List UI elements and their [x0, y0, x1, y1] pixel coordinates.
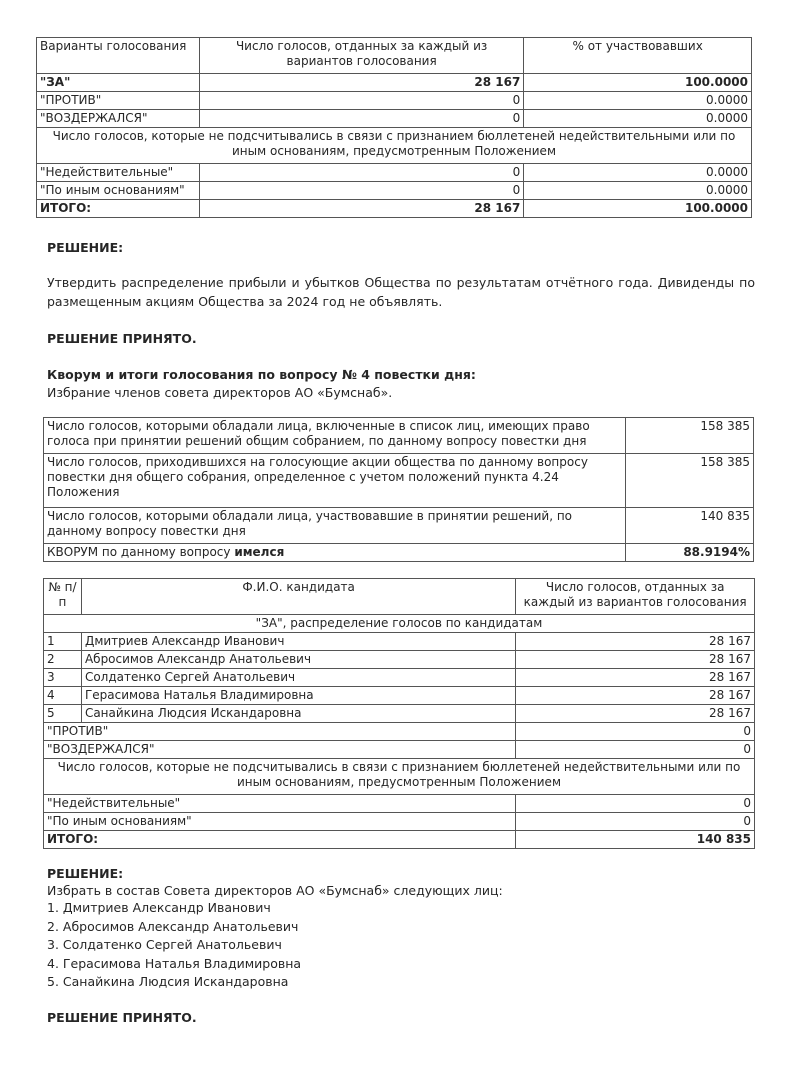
- question-heading: Кворум и итоги голосования по вопросу № 4 повестки дня:: [47, 367, 476, 382]
- decision-accepted: РЕШЕНИЕ ПРИНЯТО.: [47, 331, 197, 346]
- other-votes: 0: [516, 813, 755, 831]
- for-caption: "ЗА", распределение голосов по кандидатам: [44, 615, 755, 633]
- candidate-votes: 28 167: [516, 651, 755, 669]
- decision-text: Утвердить распределение прибыли и убытков Общества по результатам отчётного года. Дивиденды по размещенным акциям Общества за 2024 год не объявлять.: [47, 275, 755, 309]
- against-label: "ПРОТИВ": [44, 723, 516, 741]
- quorum-value: 158 385: [626, 454, 754, 508]
- quorum-value: 158 385: [626, 418, 754, 454]
- total-row: [37, 200, 752, 218]
- table-row: [44, 741, 755, 759]
- table-row: [44, 813, 755, 831]
- decision-heading: РЕШЕНИЕ:: [47, 240, 124, 255]
- header-cell: № п/п: [44, 579, 82, 615]
- header-cell: Число голосов, отданных за каждый из вариантов голосования: [516, 579, 755, 615]
- invalid-votes: 0: [516, 795, 755, 813]
- total-votes: 140 835: [516, 831, 755, 849]
- table-row: [44, 669, 755, 687]
- total-label: ИТОГО:: [44, 831, 516, 849]
- quorum-label: Число голосов, которыми обладали лица, включенные в список лиц, имеющих право голоса при принятии решений общим собранием, по данному вопросу повестки дня: [44, 418, 626, 454]
- invalid-label: "Недействительные": [44, 795, 516, 813]
- row-percent: 0.0000: [524, 110, 752, 128]
- table-row: [44, 795, 755, 813]
- row-votes: 0: [199, 92, 523, 110]
- table-row: [44, 651, 755, 669]
- quorum-result-label: [44, 544, 626, 562]
- header-cell: Ф.И.О. кандидата: [81, 579, 515, 615]
- against-votes: 0: [516, 723, 755, 741]
- list-item: 4. Герасимова Наталья Владимировна: [47, 955, 302, 971]
- candidate-name: Герасимова Наталья Владимировна: [81, 687, 515, 705]
- header-cell: % от участвовавших: [524, 38, 752, 74]
- candidate-name: Абросимов Александр Анатольевич: [81, 651, 515, 669]
- candidate-votes: 28 167: [516, 669, 755, 687]
- candidate-name: Дмитриев Александр Иванович: [81, 633, 515, 651]
- invalid-votes-note: Число голосов, которые не подсчитывались в связи с признанием бюллетеней недействительными или по иным основаниям, предусмотренным Положением: [44, 759, 755, 795]
- elected-list: [47, 899, 301, 992]
- quorum-label: Число голосов, приходившихся на голосующие акции общества по данному вопросу повестки дня общего собрания, определенное с учетом положений пункта 4.24 Положения: [44, 454, 626, 508]
- table-header-row: [44, 579, 755, 615]
- decision-intro: Избрать в состав Совета директоров АО «Бумснаб» следующих лиц:: [47, 883, 503, 898]
- abstain-votes: 0: [516, 741, 755, 759]
- row-percent: 100.0000: [524, 74, 752, 92]
- list-item: 2. Абросимов Александр Анатольевич: [47, 918, 299, 934]
- table-row: [44, 633, 755, 651]
- quorum-value: 140 835: [626, 508, 754, 544]
- header-cell: Число голосов, отданных за каждый из вариантов голосования: [199, 38, 523, 74]
- abstain-label: "ВОЗДЕРЖАЛСЯ": [44, 741, 516, 759]
- table-row: [44, 687, 755, 705]
- quorum-table: [43, 417, 754, 562]
- row-votes: 0: [199, 164, 523, 182]
- other-label: "По иным основаниям": [44, 813, 516, 831]
- candidates-table: [43, 578, 755, 849]
- total-percent: 100.0000: [524, 200, 752, 218]
- candidate-num: 4: [44, 687, 82, 705]
- invalid-votes-note: Число голосов, которые не подсчитывались в связи с признанием бюллетеней недействительными или по иным основаниям, предусмотренным Положением: [37, 128, 752, 164]
- table-row: [37, 182, 752, 200]
- quorum-percent: 88.9194%: [626, 544, 754, 562]
- table-header-row: [37, 38, 752, 74]
- list-item: 5. Санайкина Людсия Искандаровна: [47, 974, 289, 989]
- row-label: "По иным основаниям": [37, 182, 200, 200]
- decision-accepted: РЕШЕНИЕ ПРИНЯТО.: [47, 1010, 197, 1025]
- row-votes: 0: [199, 110, 523, 128]
- table-row: [44, 615, 755, 633]
- row-votes: 28 167: [199, 74, 523, 92]
- row-label: "ПРОТИВ": [37, 92, 200, 110]
- quorum-row: [44, 544, 754, 562]
- row-percent: 0.0000: [524, 164, 752, 182]
- voting-results-table: [36, 37, 752, 218]
- question-subtitle: Избрание членов совета директоров АО «Бумснаб».: [47, 385, 393, 400]
- total-votes: 28 167: [199, 200, 523, 218]
- total-row: [44, 831, 755, 849]
- total-label: ИТОГО:: [37, 200, 200, 218]
- candidate-votes: 28 167: [516, 633, 755, 651]
- table-row: [44, 759, 755, 795]
- quorum-label-prefix: КВОРУМ по данному вопросу: [47, 545, 235, 559]
- row-percent: 0.0000: [524, 182, 752, 200]
- table-row: [44, 418, 754, 454]
- table-row: [44, 454, 754, 508]
- table-row: [37, 110, 752, 128]
- table-row: [37, 164, 752, 182]
- table-row: [44, 508, 754, 544]
- candidate-num: 2: [44, 651, 82, 669]
- row-votes: 0: [199, 182, 523, 200]
- table-row: [37, 128, 752, 164]
- list-item: 3. Солдатенко Сергей Анатольевич: [47, 937, 282, 952]
- header-cell: Варианты голосования: [37, 38, 200, 74]
- list-item: 1. Дмитриев Александр Иванович: [47, 900, 271, 915]
- row-label: "Недействительные": [37, 164, 200, 182]
- row-label: "ЗА": [37, 74, 200, 92]
- table-row: [44, 723, 755, 741]
- table-row: [37, 92, 752, 110]
- candidate-votes: 28 167: [516, 705, 755, 723]
- candidate-name: Санайкина Людсия Искандаровна: [81, 705, 515, 723]
- table-row: [44, 705, 755, 723]
- candidate-num: 1: [44, 633, 82, 651]
- decision-heading: РЕШЕНИЕ:: [47, 866, 124, 881]
- table-row: [37, 74, 752, 92]
- candidate-votes: 28 167: [516, 687, 755, 705]
- candidate-num: 5: [44, 705, 82, 723]
- row-percent: 0.0000: [524, 92, 752, 110]
- quorum-status: имелся: [234, 545, 285, 559]
- row-label: "ВОЗДЕРЖАЛСЯ": [37, 110, 200, 128]
- quorum-label: Число голосов, которыми обладали лица, участвовавшие в принятии решений, по данному вопросу повестки дня: [44, 508, 626, 544]
- candidate-name: Солдатенко Сергей Анатольевич: [81, 669, 515, 687]
- candidate-num: 3: [44, 669, 82, 687]
